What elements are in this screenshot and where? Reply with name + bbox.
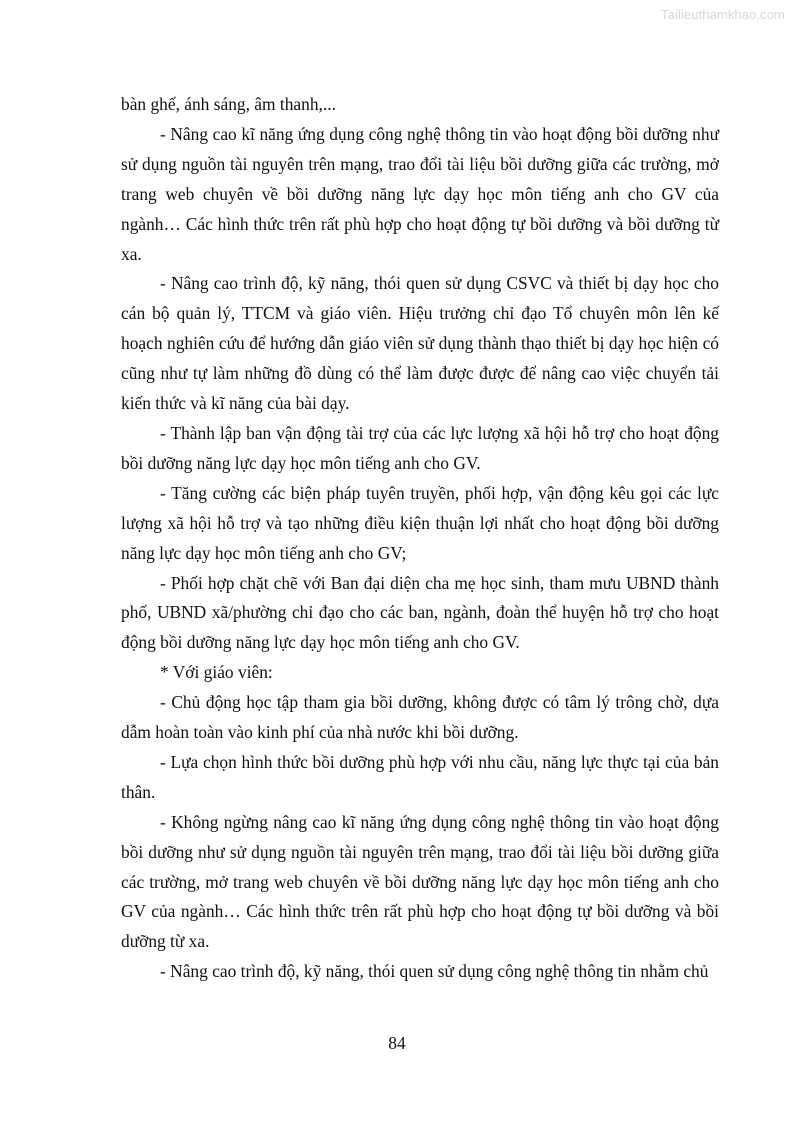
paragraph-continuation: bàn ghế, ánh sáng, âm thanh,... xyxy=(121,94,336,114)
watermark: Tailieuthamkhao.com xyxy=(660,7,785,22)
paragraph: - Nâng cao trình độ, kỹ năng, thói quen sử dụng công nghệ thông tin nhằm chủ xyxy=(160,961,709,982)
paragraph: - Tăng cường các biện pháp tuyên truyền, phối hợp, vận động kêu gọi các lực lượng xã hội hỗ trợ và tạo những điều kiện thuận lợi nhất cho hoạt động bồi dưỡng năng lực dạy học môn tiếng anh cho GV; xyxy=(121,482,719,563)
paragraph: - Nâng cao trình độ, kỹ năng, thói quen sử dụng CSVC và thiết bị dạy học cho cán bộ quản lý, TTCM và giáo viên. Hiệu trưởng chỉ đạo Tổ chuyên môn lên kế hoạch nghiên cứu để hướng dẫn giáo viên sử dụng thành thạo thiết bị dạy học hiện có cũng như tự làm những đồ dùng có thể làm được được để nâng cao việc chuyển tải kiến thức và kĩ năng của bài dạy. xyxy=(121,273,719,414)
paragraph: - Nâng cao kĩ năng ứng dụng công nghệ thông tin vào hoạt động bồi dưỡng như sử dụng nguồn tài nguyên trên mạng, trao đổi tài liệu bồi dưỡng giữa các trường, mở trang web chuyên về bồi dưỡng năng lực dạy học môn tiếng anh cho GV của ngành… Các hình thức trên rất phù hợp cho hoạt động tự bồi dưỡng và bồi dưỡng từ xa. xyxy=(121,123,719,264)
paragraph: - Chủ động học tập tham gia bồi dưỡng, không được có tâm lý trông chờ, dựa dẫm hoàn toàn vào kinh phí của nhà nước khi bồi dưỡng. xyxy=(121,692,719,743)
section-heading: * Với giáo viên: xyxy=(160,662,273,683)
paragraph: - Không ngừng nâng cao kĩ năng ứng dụng công nghệ thông tin vào hoạt động bồi dưỡng như sử dụng nguồn tài nguyên trên mạng, trao đổi tài liệu bồi dưỡng giữa các trường, mở trang web chuyên về bồi dưỡng năng lực dạy học môn tiếng anh cho GV của ngành… Các hình thức trên rất phù hợp cho hoạt động tự bồi dưỡng và bồi dưỡng từ xa. xyxy=(121,811,719,952)
paragraph: - Thành lập ban vận động tài trợ của các lực lượng xã hội hỗ trợ cho hoạt động bồi dưỡng năng lực dạy học môn tiếng anh cho GV. xyxy=(121,422,719,473)
paragraph: - Phối hợp chặt chẽ với Ban đại diện cha mẹ học sinh, tham mưu UBND thành phố, UBND xã/phường chỉ đạo cho các ban, ngành, đoàn thể huyện hỗ trợ cho hoạt động bồi dưỡng năng lực dạy học môn tiếng anh cho GV. xyxy=(121,572,719,653)
paragraph: - Lựa chọn hình thức bồi dưỡng phù hợp với nhu cầu, năng lực thực tại của bản thân. xyxy=(121,751,719,802)
page-body xyxy=(121,90,719,987)
page-number: 84 xyxy=(388,1033,406,1053)
